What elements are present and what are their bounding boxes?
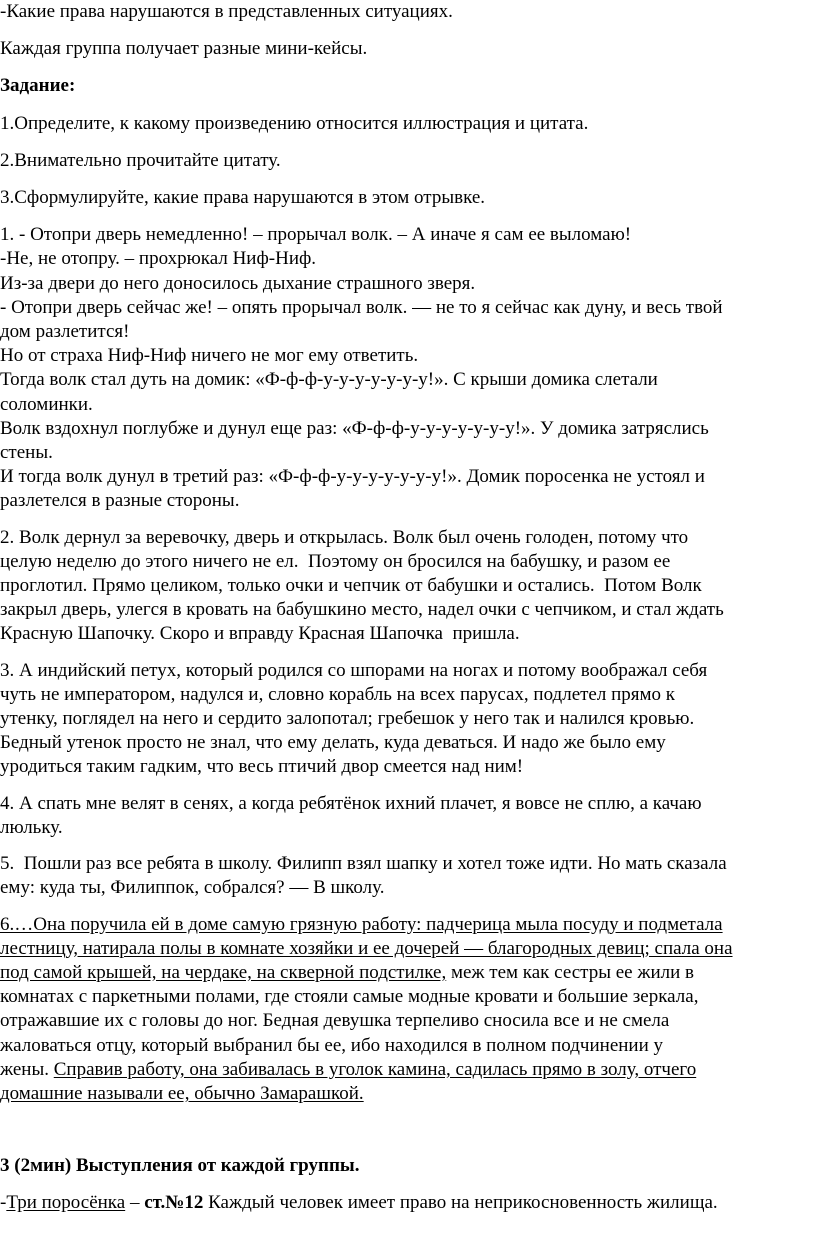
task-step-1: 1.Определите, к какому произведению относится иллюстрация и цитата. <box>0 112 589 134</box>
case-6-text: меж тем как сестры ее жили в <box>446 961 694 983</box>
case-1-line: разлетелся в разные стороны. <box>0 490 240 512</box>
case-3-line: утенку, поглядел на него и сердито залопотал; гребешок у него так и налился кровью. <box>0 708 695 730</box>
case-3-line: чуть не императором, надулся и, словно корабль на всех парусах, подлетел прямо к <box>0 683 676 705</box>
case-3-line: уродиться таким гадким, что весь птичий двор смеется над ним! <box>0 756 524 778</box>
case-4 <box>0 792 808 840</box>
intro-line-2: Каждая группа получает разные мини-кейсы. <box>0 38 368 60</box>
item-dash: - <box>0 1192 7 1214</box>
case-1-line: стены. <box>0 442 53 464</box>
case-6-underlined-text: Справив работу, она забивалась в уголок камина, садилась прямо в золу, отчего <box>53 1058 697 1080</box>
case-1-line: 1. - Отопри дверь немедленно! – прорычал волк. – А иначе я сам ее выломаю! <box>0 224 632 246</box>
case-6-line <box>0 1058 808 1082</box>
case-1-line: - Отопри дверь сейчас же! – опять прорычал волк. — не то я сейчас как дуну, и весь твой <box>0 296 723 318</box>
case-1-line: Тогда волк стал дуть на домик: «Ф-ф-ф-у-у-у-у-у-у-у!». С крыши домика слетали <box>0 369 658 391</box>
case-1-line: Из-за двери до него доносилось дыхание страшного зверя. <box>0 272 476 294</box>
case-6-line: отражавшие их с головы до ног. Бедная девушка терпеливо сносила все и не смела <box>0 1010 670 1032</box>
case-5-line: ему: куда ты, Филиппок, собрался? — В школу. <box>0 877 385 899</box>
case-5-line: 5. Пошли раз все ребята в школу. Филипп взял шапку и хотел тоже идти. Но мать сказала <box>0 853 727 875</box>
case-6-underlined-text: под самой крышей, на чердаке, на скверной подстилке, <box>0 961 447 983</box>
case-2 <box>0 526 808 647</box>
case-6-line: лестницу, натирала полы в комнате хозяйки и ее дочерей — благородных девиц; спала она <box>0 937 733 959</box>
section-3-heading: 3 (2мин) Выступления от каждой группы. <box>0 1155 360 1177</box>
item-article: ст.№12 <box>144 1192 204 1214</box>
case-3-line: Бедный утенок просто не знал, что ему делать, куда деваться. И надо же было ему <box>0 732 666 754</box>
case-6 <box>0 913 808 1107</box>
case-1-line: Волк вздохнул поглубже и дунул еще раз: «Ф-ф-ф-у-у-у-у-у-у-у!». У домика затряслись <box>0 417 709 439</box>
task-heading: Задание: <box>0 75 76 97</box>
case-4-line: 4. А спать мне велят в сенях, а когда ребятёнок ихний плачет, я вовсе не сплю, а качаю <box>0 792 702 814</box>
case-2-line: 2. Волк дернул за веревочку, дверь и открылась. Волк был очень голоден, потому что <box>0 526 689 548</box>
case-2-line: целую неделю до этого ничего не ел. Поэтому он бросился на бабушку, и разом ее <box>0 550 671 572</box>
case-1-line: -Не, не отопру. – прохрюкал Ниф-Ниф. <box>0 248 317 270</box>
case-5 <box>0 852 808 900</box>
case-2-line: проглотил. Прямо целиком, только очки и чепчик от бабушки и остались. Потом Волк <box>0 575 702 597</box>
case-6-line: домашние называли ее, обычно Замарашкой. <box>0 1082 364 1104</box>
case-6-line: комнатах с паркетными полами, где стояли самые модные кровати и большие зеркала, <box>0 986 699 1008</box>
section-3-item <box>0 1191 808 1215</box>
intro-line-1: -Какие права нарушаются в представленных ситуациях. <box>0 1 453 22</box>
case-1-line: дом разлетится! <box>0 321 130 343</box>
case-2-line: Красную Шапочку. Скоро и вправду Красная Шапочка пришла. <box>0 623 520 645</box>
item-text: Каждый человек имеет право на неприкосновенность жилища. <box>203 1192 718 1214</box>
case-3 <box>0 659 808 780</box>
case-1-line: И тогда волк дунул в третий раз: «Ф-ф-ф-у-у-у-у-у-у-у!». Домик поросенка не устоял и <box>0 466 705 488</box>
case-1-line: соломинки. <box>0 393 93 415</box>
case-6-line <box>0 961 808 985</box>
task-step-3: 3.Сформулируйте, какие права нарушаются в этом отрывке. <box>0 187 486 209</box>
case-6-text: жены. <box>0 1058 54 1080</box>
case-3-line: 3. А индийский петух, который родился со шпорами на ногах и потому воображал себя <box>0 659 708 681</box>
case-6-line: жаловаться отцу, который выбранил бы ее, ибо находился в полном подчинении у <box>0 1034 664 1056</box>
case-1 <box>0 223 808 513</box>
case-6-line: 6.…Она поручила ей в доме самую грязную работу: падчерица мыла посуду и подметала <box>0 913 723 935</box>
case-4-line: люльку. <box>0 816 63 838</box>
item-title: Три поросёнка <box>6 1192 126 1214</box>
task-step-2: 2.Внимательно прочитайте цитату. <box>0 149 281 171</box>
case-1-line: Но от страха Ниф-Ниф ничего не мог ему ответить. <box>0 345 419 367</box>
case-2-line: закрыл дверь, улегся в кровать на бабушкино место, надел очки с чепчиком, и стал ждать <box>0 599 724 621</box>
item-separator: – <box>125 1192 145 1214</box>
